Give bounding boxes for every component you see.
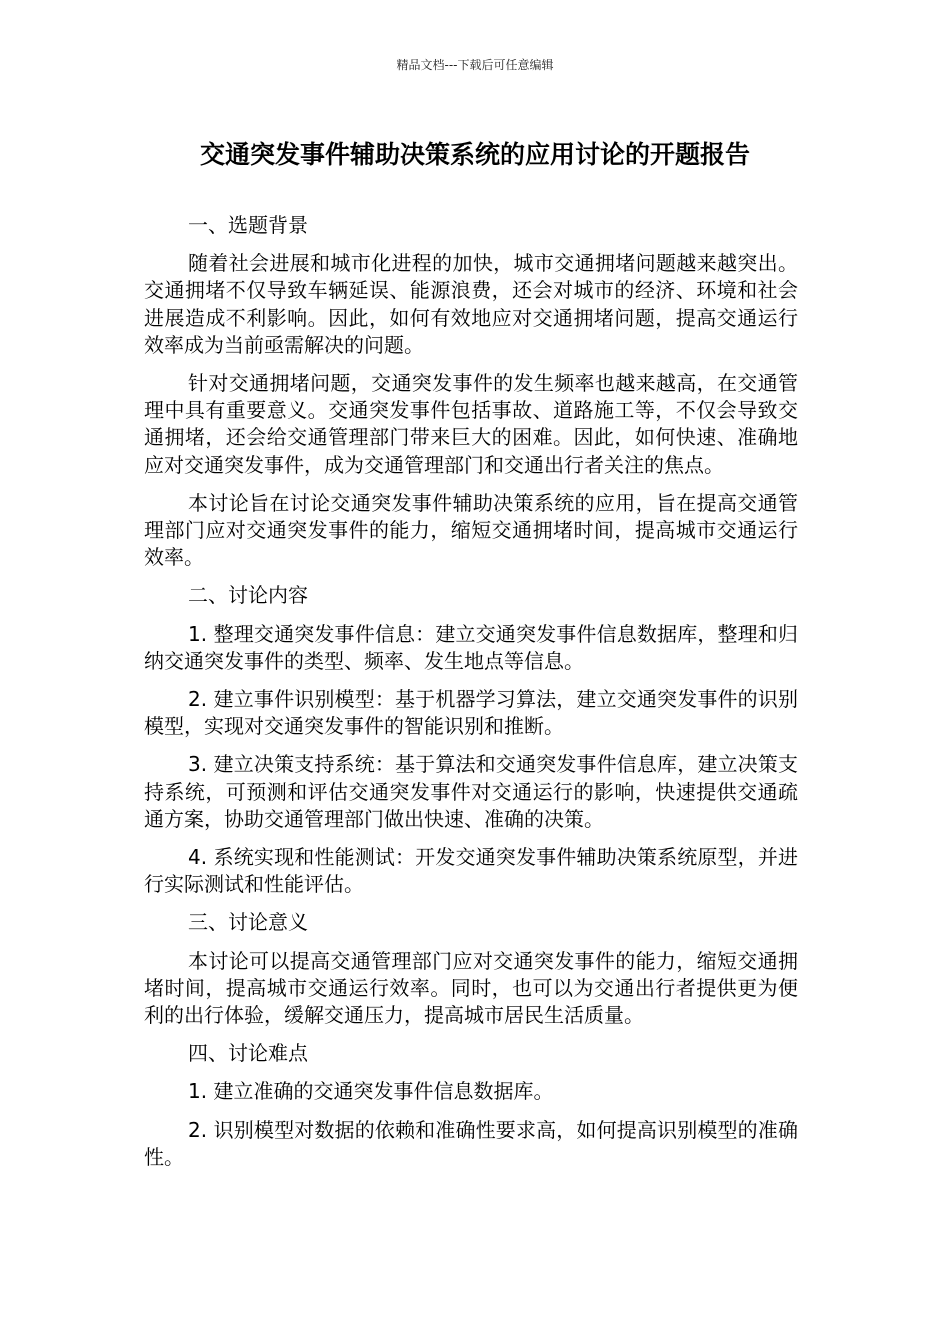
section-heading-difficulties: 四、讨论难点 (188, 1041, 308, 1066)
content-item-4: 4. 系统实现和性能测试：开发交通突发事件辅助决策系统原型，并进行实际测试和性能评估。 (144, 845, 798, 897)
section-heading-content: 二、讨论内容 (188, 583, 308, 608)
background-paragraph-3: 本讨论旨在讨论交通突发事件辅助决策系统的应用，旨在提高交通管理部门应对交通突发事件的能力，缩短交通拥堵时间，提高城市交通运行效率。 (144, 490, 798, 570)
section-heading-background: 一、选题背景 (188, 213, 308, 237)
difficulty-item-2: 2. 识别模型对数据的依赖和准确性要求高，如何提高识别模型的准确性。 (144, 1117, 798, 1169)
background-paragraph-2: 针对交通拥堵问题，交通突发事件的发生频率也越来越高，在交通管理中具有重要意义。交通突发事件包括事故、道路施工等，不仅会导致交通拥堵，还会给交通管理部门带来巨大的困难。因此，如何快速、准确地应对交通突发事件，成为交通管理部门和交通出行者关注的焦点。 (144, 371, 798, 477)
content-item-2: 2. 建立事件识别模型：基于机器学习算法，建立交通突发事件的识别模型，实现对交通突发事件的智能识别和推断。 (144, 687, 798, 739)
content-item-3: 3. 建立决策支持系统：基于算法和交通突发事件信息库，建立决策支持系统，可预测和评估交通突发事件对交通运行的影响，快速提供交通疏通方案，协助交通管理部门做出快速、准确的决策。 (144, 752, 798, 831)
document-body (144, 212, 798, 1182)
content-item-1: 1. 整理交通突发事件信息：建立交通突发事件信息数据库，整理和归纳交通突发事件的类型、频率、发生地点等信息。 (144, 621, 798, 673)
significance-paragraph: 本讨论可以提高交通管理部门应对交通突发事件的能力，缩短交通拥堵时间，提高城市交通运行效率。同时，也可以为交通出行者提供更为便利的出行体验，缓解交通压力，提高城市居民生活质量。 (144, 948, 798, 1028)
page-header: 精品文档---下载后可任意编辑 (396, 58, 554, 72)
background-paragraph-1: 随着社会进展和城市化进程的加快，城市交通拥堵问题越来越突出。交通拥堵不仅导致车辆延误、能源浪费，还会对城市的经济、环境和社会进展造成不利影响。因此，如何有效地应对交通拥堵问题，提高交通运行效率成为当前亟需解决的问题。 (144, 251, 798, 357)
section-heading-significance: 三、讨论意义 (188, 910, 308, 935)
document-title: 交通突发事件辅助决策系统的应用讨论的开题报告 (199, 140, 750, 169)
difficulty-item-1: 1. 建立准确的交通突发事件信息数据库。 (188, 1079, 554, 1104)
